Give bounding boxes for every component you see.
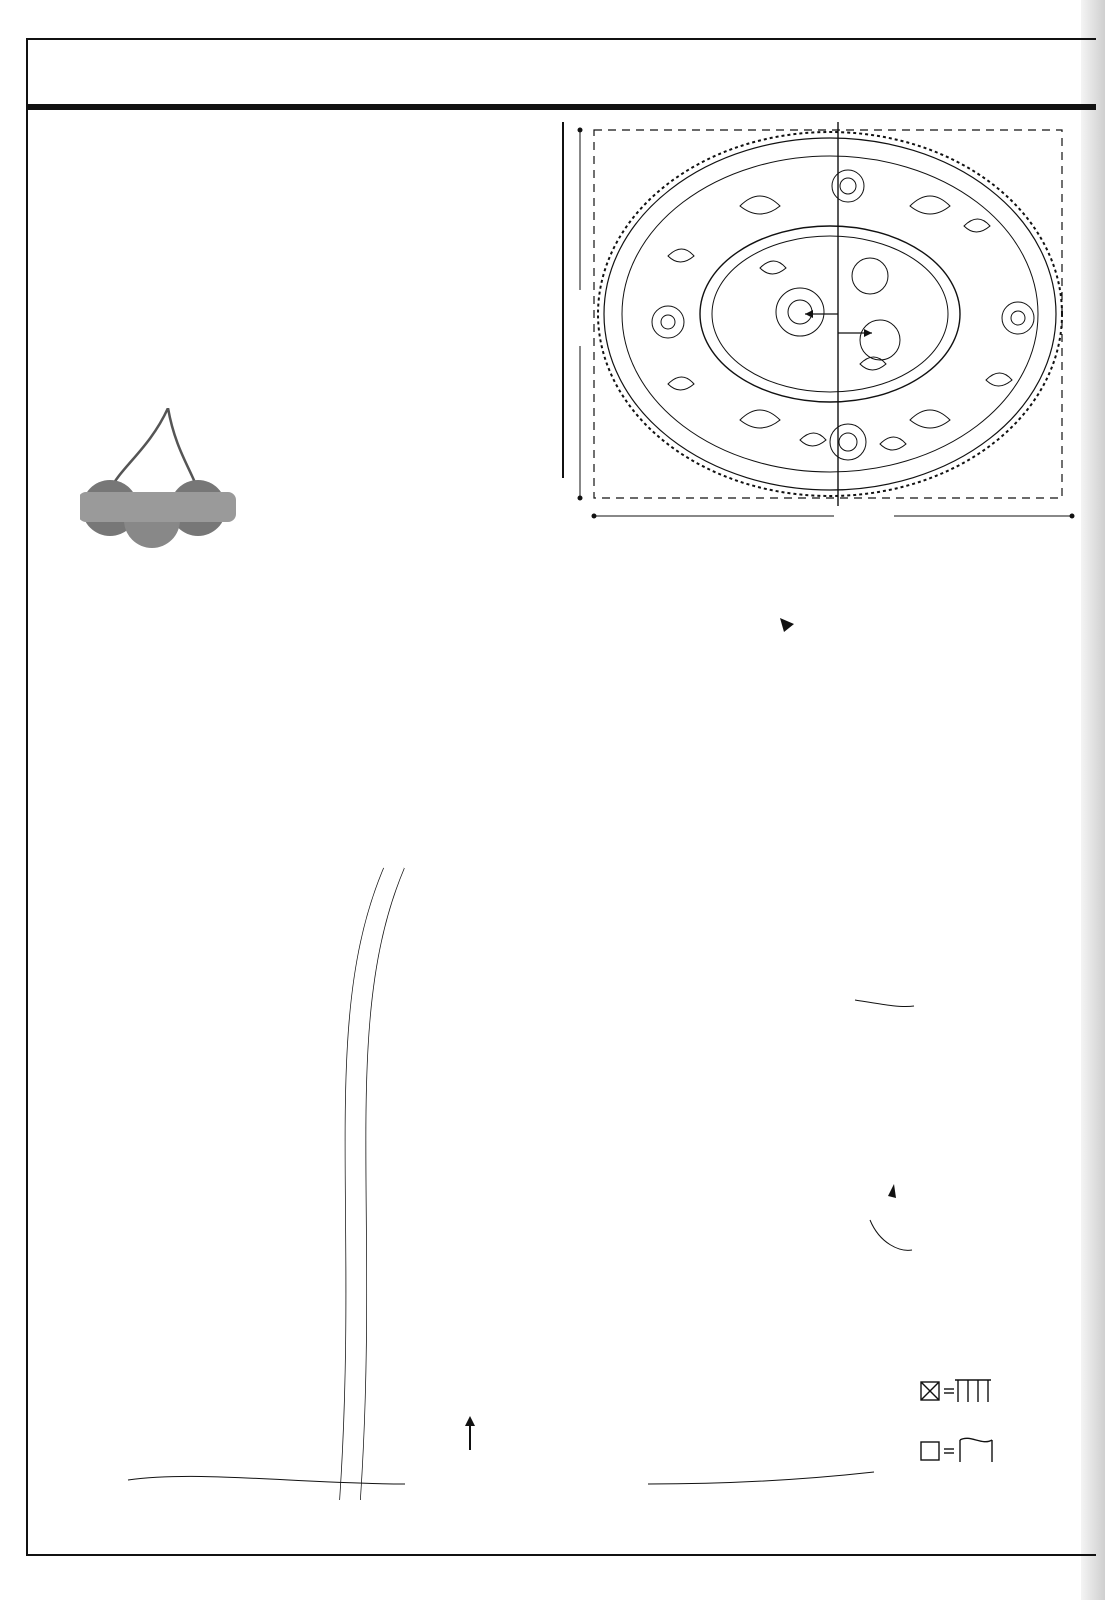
legend-om-symbol: [921, 1438, 992, 1462]
oval-doily-diagram: [570, 122, 1075, 522]
legend-sm-symbol: [921, 1380, 991, 1402]
